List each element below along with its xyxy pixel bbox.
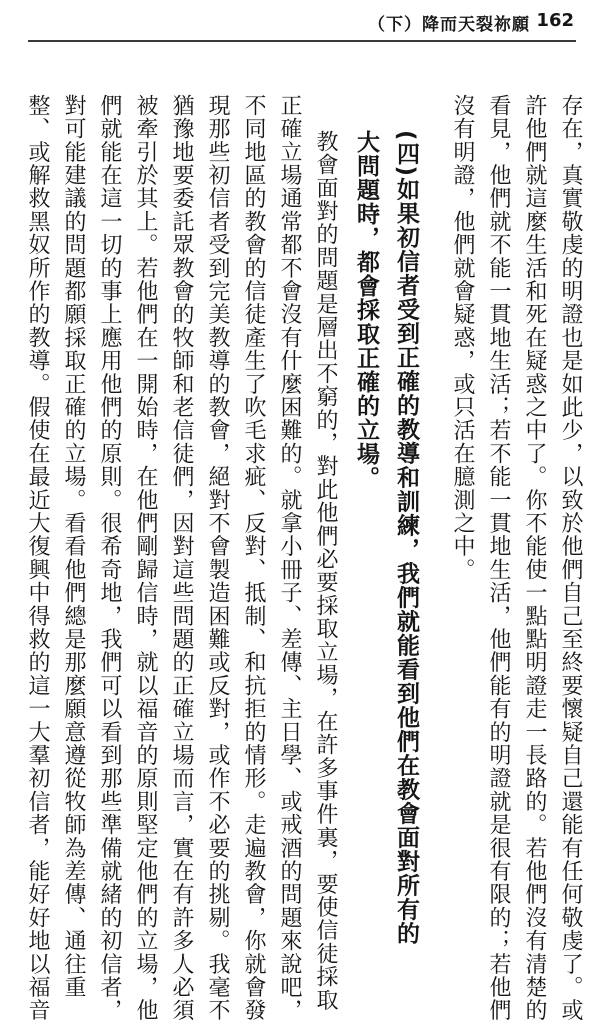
- text-column: 看見，他們就不能一貫地生活；若不能一貫地生活，他們能有的明證就是很有限的；若他們: [486, 94, 511, 1022]
- text-column: 現那些初信者受到完美教導的教會，絕對不會製造困難或反對，或作不必要的挑剔。我毫不: [205, 94, 230, 1022]
- text-column: 對可能建議的問題都願採取正確的立場。看看他們總是那麼願意遵從牧師為差傳、通往重: [61, 94, 86, 999]
- text-column: 正確立場通常都不會沒有什麼困難的。就拿小冊子、差傳、主日學、或戒酒的問題來說吧，: [277, 94, 302, 1022]
- text-column: 整、或解救黑奴所作的教導。假使在最近大復興中得救的這一大羣初信者，能好好地以福音: [25, 94, 50, 1022]
- text-column: 不同地區的教會的信徒產生了吹毛求疵、反對、抵制、和抗拒的情形。走遍教會，你就會發: [241, 94, 266, 1022]
- text-column: 教會面對的問題是層出不窮的，對此他們必要採取立場，在許多事件裏，要使信徒採取: [313, 130, 338, 1012]
- section-heading: (四)如果初信者受到正確的教導和訓練，我們就能看到他們在教會面對所有的: [393, 130, 419, 946]
- running-head: （下）降而天裂祢願: [368, 15, 530, 35]
- text-column: 被牽引於其上。若他們在一開始時，在他們剛歸信時，就以福音的原則堅定他們的立場，他: [133, 94, 158, 1022]
- text-column: 許他們就這麼生活和死在疑惑之中了。你不能使一點點明證走一長路的。若他們沒有清楚的: [522, 94, 547, 1022]
- page-number: 162: [536, 10, 574, 31]
- text-column: 沒有明證，他們就會疑惑，或只活在臆測之中。: [450, 94, 475, 582]
- text-column: 猶豫地要委託眾教會的牧師和老信徒們，因對這些問題的正確立場而言，實在有許多人必須: [169, 94, 194, 1022]
- text-column: 存在，真實敬虔的明證也是如此少，以致於他們自己至終要懷疑自己還能有任何敬虔了。或: [558, 94, 583, 1022]
- text-column: 們就能在這一切的事上應用他們的原則。很希奇地，我們可以看到那些準備就緒的初信者，: [97, 94, 122, 1022]
- section-heading: 大問題時，都會採取正確的立場。: [353, 130, 379, 490]
